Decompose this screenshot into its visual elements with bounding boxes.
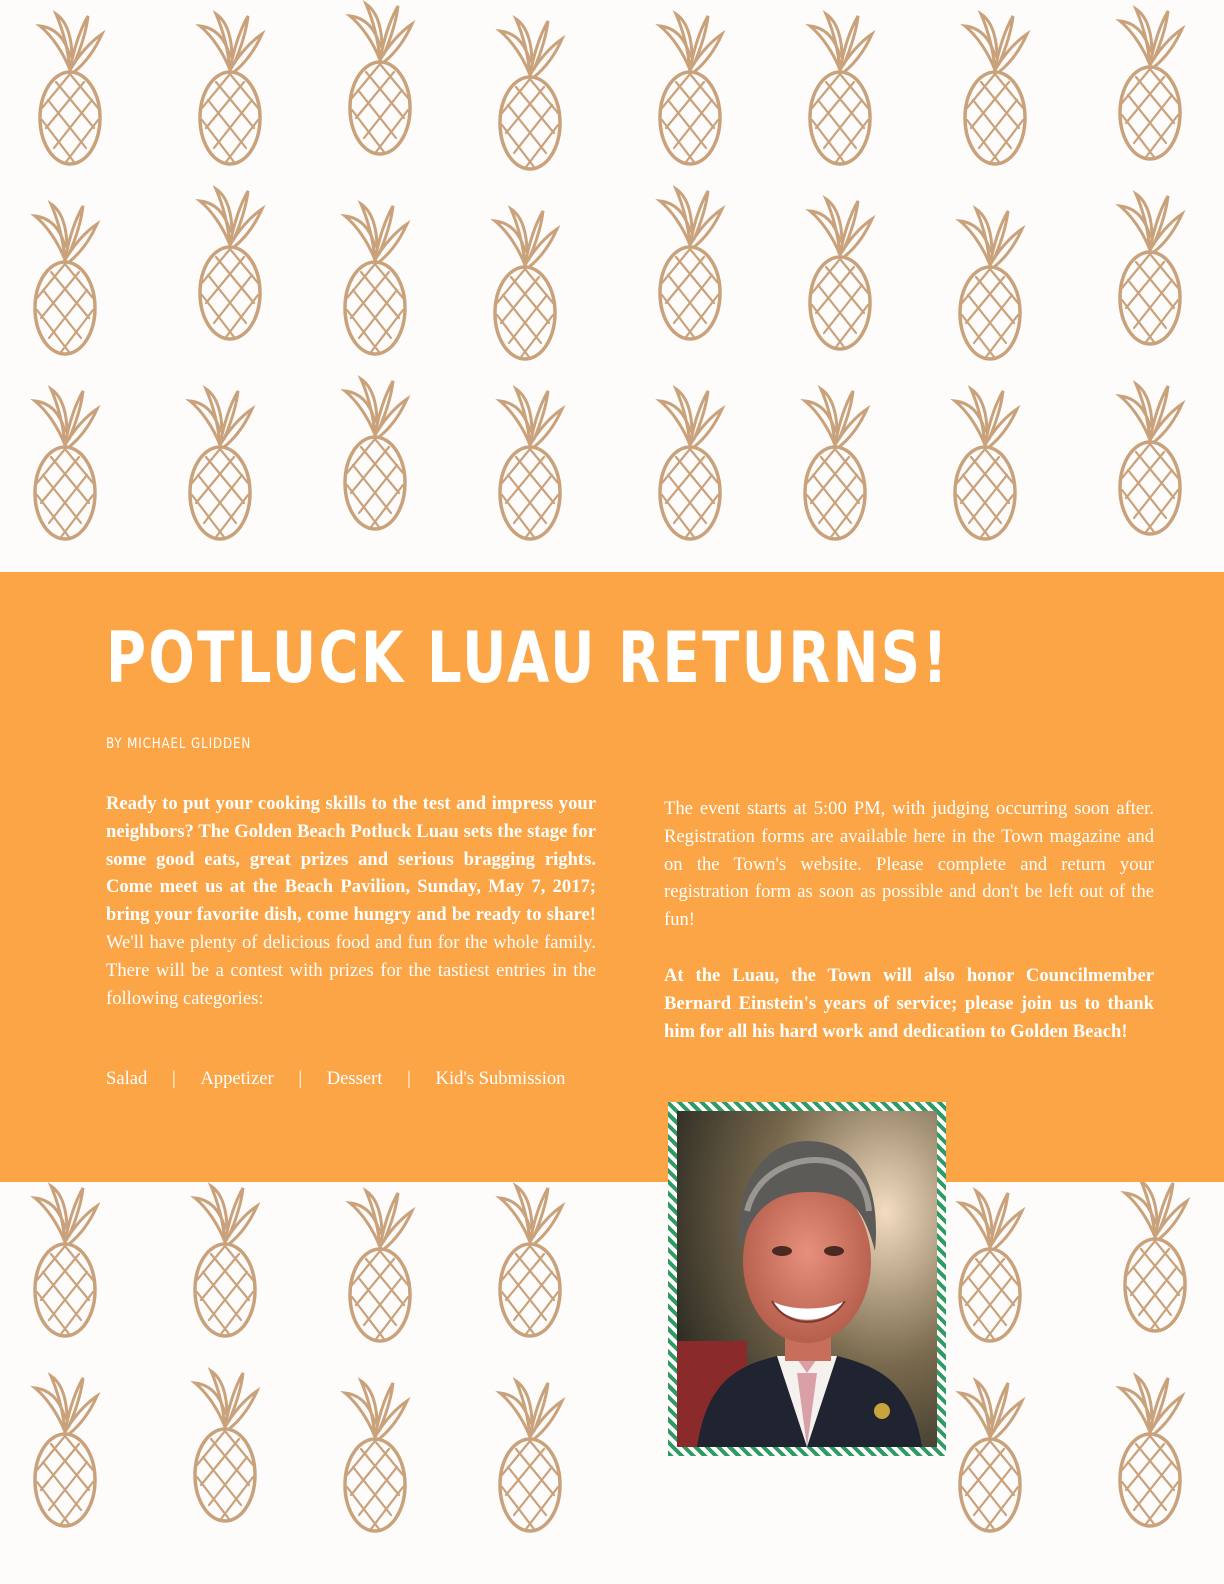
- intro-bold: Ready to put your cooking skills to the test and impress your neighbors? The Golden Beach Potluck Luau sets the stage for some good eats, great prizes and serious bragging rights. Come meet us at the Beach Pavilion, Sunday, May 7, 2017; bring your favorite dish, come hungry and be ready to share!: [106, 793, 596, 926]
- article-title: POTLUCK LUAU RETURNS!: [106, 617, 950, 699]
- category-separator: |: [171, 1068, 176, 1089]
- pineapple-icon: [35, 4, 1182, 539]
- category-list: [106, 1068, 565, 1090]
- honor-statement: At the Luau, the Town will also honor Councilmember Bernard Einstein's years of service; please join us to thank him for all his hard work and dedication to Golden Beach!: [664, 964, 1154, 1042]
- category-separator: |: [407, 1068, 411, 1089]
- pineapple-pattern-top: [0, 0, 1224, 572]
- left-column: [106, 790, 596, 1012]
- category-kids-submission: Kid's Submission: [435, 1068, 566, 1089]
- pineapple-icon: [35, 1182, 1187, 1531]
- photo-frame: [668, 1102, 946, 1456]
- byline: BY MICHAEL GLIDDEN: [106, 736, 252, 752]
- portrait-photo: [677, 1111, 937, 1447]
- category-salad: Salad: [106, 1068, 148, 1089]
- intro-regular: We'll have plenty of delicious food and fun for the whole family. There will be a contest with prizes for the tastiest entries in the following categories:: [106, 931, 596, 1009]
- pineapple-pattern-bottom: [0, 1182, 1224, 1584]
- category-dessert: Dessert: [326, 1068, 383, 1089]
- right-column: [664, 795, 1154, 1045]
- category-appetizer: Appetizer: [200, 1068, 274, 1089]
- event-details: The event starts at 5:00 PM, with judging occurring soon after. Registration forms are available here in the Town magazine and on the Town's website. Please complete and return your registration form as soon as possible and don't be left out of the fun!: [664, 798, 1154, 931]
- category-separator: |: [298, 1068, 303, 1089]
